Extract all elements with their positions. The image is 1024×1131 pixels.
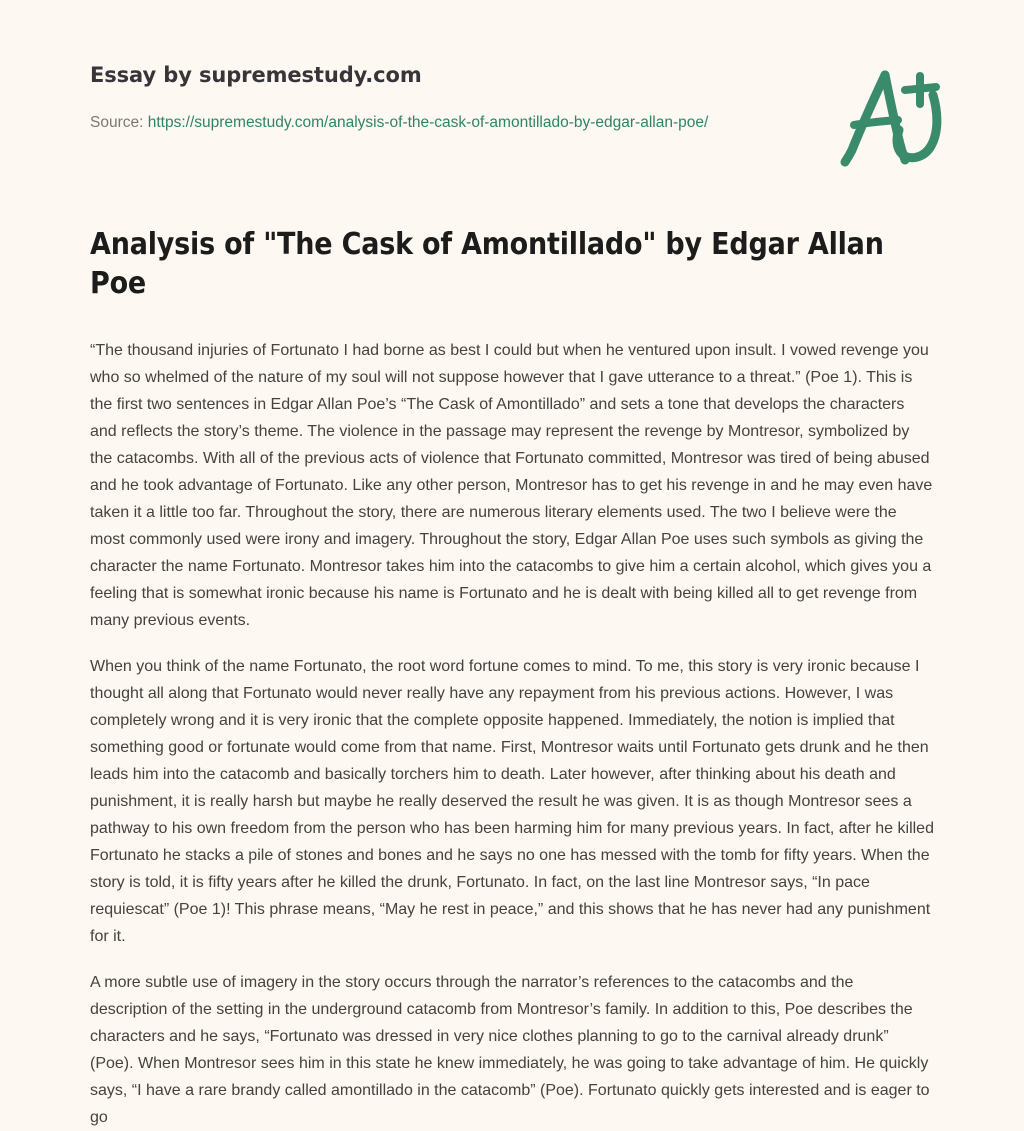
source-label: Source: [90, 114, 144, 132]
page-header [0, 0, 1024, 135]
source-line [90, 110, 770, 135]
paragraph: When you think of the name Fortunato, the root word fortune comes to mind. To me, this story is very ironic because I thought all along that Fortunato would never really have any repayment from his previous actions. However, I was completely wrong and it is very ironic that the complete opposite happened. Immediately, the notion is implied that something good or fortunate would come from that name. First, Montresor waits until Fortunato gets drunk and he then leads him into the catacomb and basically torchers him to death. Later however, after thinking about his death and punishment, it is really harsh but maybe he really deserved the result he was given. It is as though Montresor sees a pathway to his own freedom from the person who has been harming him for many previous years. In fact, after he killed Fortunato he stacks a pile of stones and bones and he says no one has messed with the tomb for fifty years. When the story is told, it is fifty years after he killed the drunk, Fortunato. In fact, on the last line Montresor says, “In pace requiescat” (Poe 1)! This phrase means, “May he rest in peace,” and this shows that he has never had any punishment for it. [90, 658, 934, 946]
a-plus-logo-icon [832, 62, 952, 174]
brand-title: Essay by supremestudy.com [90, 63, 422, 87]
paragraph: “The thousand injuries of Fortunato I had borne as best I could but when he ventured upon insult. I vowed revenge you who so whelmed of the nature of my soul will not suppose however that I gave utterance to a threat.” (Poe 1). This is the first two sentences in Edgar Allan Poe’s “The Cask of Amontillado” and sets a tone that develops the characters and reflects the story’s theme. The violence in the passage may represent the revenge by Montresor, symbolized by the catacombs. With all of the previous acts of violence that Fortunato committed, Montresor was tired of being abused and he took advantage of Fortunato. Like any other person, Montresor has to get his revenge in and he may even have taken it a little too far. Throughout the story, there are numerous literary elements used. The two I believe were the most commonly used were irony and imagery. Throughout the story, Edgar Allan Poe uses such symbols as giving the character the name Fortunato. Montresor takes him into the catacombs to give him a certain alcohol, which gives you a feeling that is somewhat ironic because his name is Fortunato and he is dealt with being killed all to get revenge from many previous events. [90, 342, 933, 630]
a-plus-logo-glyph [832, 62, 952, 174]
page-title: Analysis of "The Cask of Amontillado" by Edgar Allan Poe [90, 227, 884, 302]
source-url-link[interactable]: https://supremestudy.com/analysis-of-the-cask-of-amontillado-by-edgar-allan-poe/ [147, 114, 709, 132]
paragraph: A more subtle use of imagery in the story occurs through the narrator’s references to the catacombs and the description of the setting in the underground catacomb from Montresor’s family. In addition to this, Poe describes the characters and he says, “Fortunato was dressed in very nice clothes planning to go to the carnival already drunk” (Poe). When Montresor sees him in this state he knew immediately, he was going to take advantage of him. He quickly says, “I have a rare brandy called amontillado in the catacomb” (Poe). Fortunato quickly gets interested and is eager to go [90, 974, 930, 1127]
essay-body [0, 303, 1024, 1131]
